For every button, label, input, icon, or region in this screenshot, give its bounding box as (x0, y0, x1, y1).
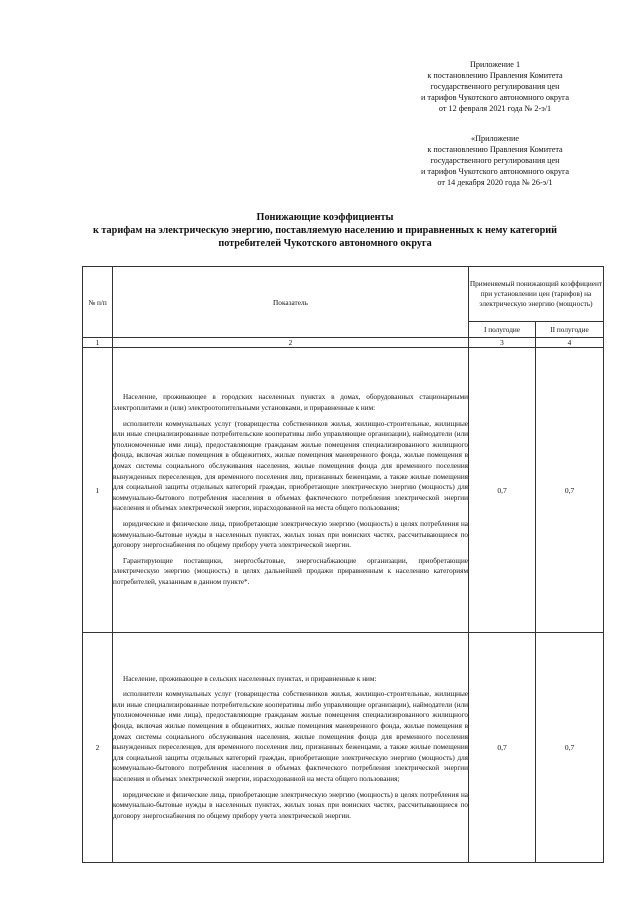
header-coefficient: Применяемый понижающий коэффициент при установлении цен (тарифов) на электрическую энергию (мощность) (469, 267, 604, 322)
paragraph: Гарантирующие поставщики, энергосбытовые, энергоснабжающие организации, приобретающие электрическую энергию (мощность) в целях дальнейшей продажи приравненным к населению категориям потребителей, указанным в данном пункте*. (113, 556, 468, 586)
column-number: 4 (536, 338, 604, 348)
annex-1-line: государственного регулирования цен (430, 82, 560, 91)
annex-1-line: и тарифов Чукотского автономного округа (420, 93, 570, 102)
annex-2-header (405, 133, 585, 188)
column-number: 3 (469, 338, 536, 348)
paragraph: исполнители коммунальных услуг (товарищества собственников жилья, жилищно-строительные, жилищные или иные специализированные потребительские кооперативы либо управляющие организации), наймодатели (или уполномоченные ими лица), предоставляющие гражданам жилые помещения специализированного жилищного фонда, включая жилые помещения в общежитиях, жилые помещения маневренного фонда, жилые помещения в домах системы социального обслуживания населения, жилые помещения фонда для временного поселения вынужденных переселенцев, для временного поселения лиц, признанных беженцами, а также жилые помещения для социальной защиты отдельных категорий граждан, приобретающие электрическую энергию (мощность) для коммунально-бытового потребления населения в объемах фактического потребления электрической энергии населения и объемах электрической энергии, израсходованной на места общего пользования; (113, 690, 468, 783)
value-half-1: 0,7 (469, 348, 536, 633)
annex-2-line: «Приложение (470, 134, 520, 143)
row-indicator-text (113, 633, 469, 863)
table-row (83, 348, 604, 633)
annex-1-line: к постановлению Правления Комитета (427, 71, 563, 80)
row-indicator-text (113, 348, 469, 633)
column-number: 2 (113, 338, 469, 348)
annex-1-line: от 12 февраля 2021 года № 2-э/1 (438, 104, 552, 113)
annex-1-header (405, 59, 585, 114)
title-line: Понижающие коэффициенты (256, 212, 394, 223)
document-title (60, 211, 590, 250)
annex-2-line: государственного регулирования цен (430, 156, 560, 165)
annex-2-line: к постановлению Правления Комитета (427, 145, 563, 154)
paragraph: исполнители коммунальных услуг (товарищества собственников жилья, жилищно-строительные, жилищные или иные специализированные потребительские кооперативы либо управляющие организации), наймодатели (или уполномоченные ими лица), предоставляющие гражданам жилые помещения специализированного жилищного фонда, включая жилые помещения в общежитиях, жилые помещения маневренного фонда, жилые помещения в домах системы социального обслуживания населения, жилые помещения фонда для временного поселения вынужденных переселенцев, для временного поселения лиц, признанных беженцами, а также жилые помещения для социальной защиты отдельных категорий граждан, приобретающие электрическую энергию (мощность) для коммунально-бытового потребления населения в объемах фактического потребления электрической энергии населения и объемах электрической энергии, израсходованной на места общего пользования; (113, 419, 468, 513)
value-half-2: 0,7 (536, 348, 604, 633)
title-line: к тарифам на электрическую энергию, поставляемую населению и приравненных к нему категорий (93, 225, 557, 236)
header-num: № п/п (83, 267, 113, 338)
annex-2-line: и тарифов Чукотского автономного округа (420, 167, 570, 176)
title-line: потребителей Чукотского автономного округа (218, 238, 432, 249)
annex-2-line: от 14 декабря 2020 года № 26-э/1 (437, 178, 553, 187)
paragraph: юридические и физические лица, приобретающие электрическую энергию (мощность) в целях потребления на коммунально-бытовые нужды в населенных пунктах, жилых зонах при воинских частях, рассчитывающиеся по договору энергоснабжения по общему прибору учета электрической энергии. (113, 790, 468, 820)
row-number: 2 (83, 633, 113, 863)
table-row (83, 633, 604, 863)
paragraph: Население, проживающее в городских населенных пунктах в домах, оборудованных стационарными электроплитами и (или) электроотопительными установками, и приравненные к ним: (113, 393, 468, 413)
value-half-1: 0,7 (469, 633, 536, 863)
coefficients-table (82, 266, 604, 863)
paragraph: Население, проживающее в сельских населенных пунктах, и приравненные к ним: (123, 674, 377, 683)
row-number: 1 (83, 348, 113, 633)
paragraph: юридические и физические лица, приобретающие электрическую энергию (мощность) в целях потребления на коммунально-бытовые нужды в населенных пунктах, жилых зонах при воинских частях, рассчитывающиеся по договору энергоснабжения по общему прибору учета электрической энергии. (113, 519, 468, 550)
column-number: 1 (83, 338, 113, 348)
value-half-2: 0,7 (536, 633, 604, 863)
header-half-1: I полугодие (469, 322, 536, 338)
header-indicator: Показатель (113, 267, 469, 338)
annex-1-line: Приложение 1 (469, 60, 521, 69)
header-half-2: II полугодие (536, 322, 604, 338)
